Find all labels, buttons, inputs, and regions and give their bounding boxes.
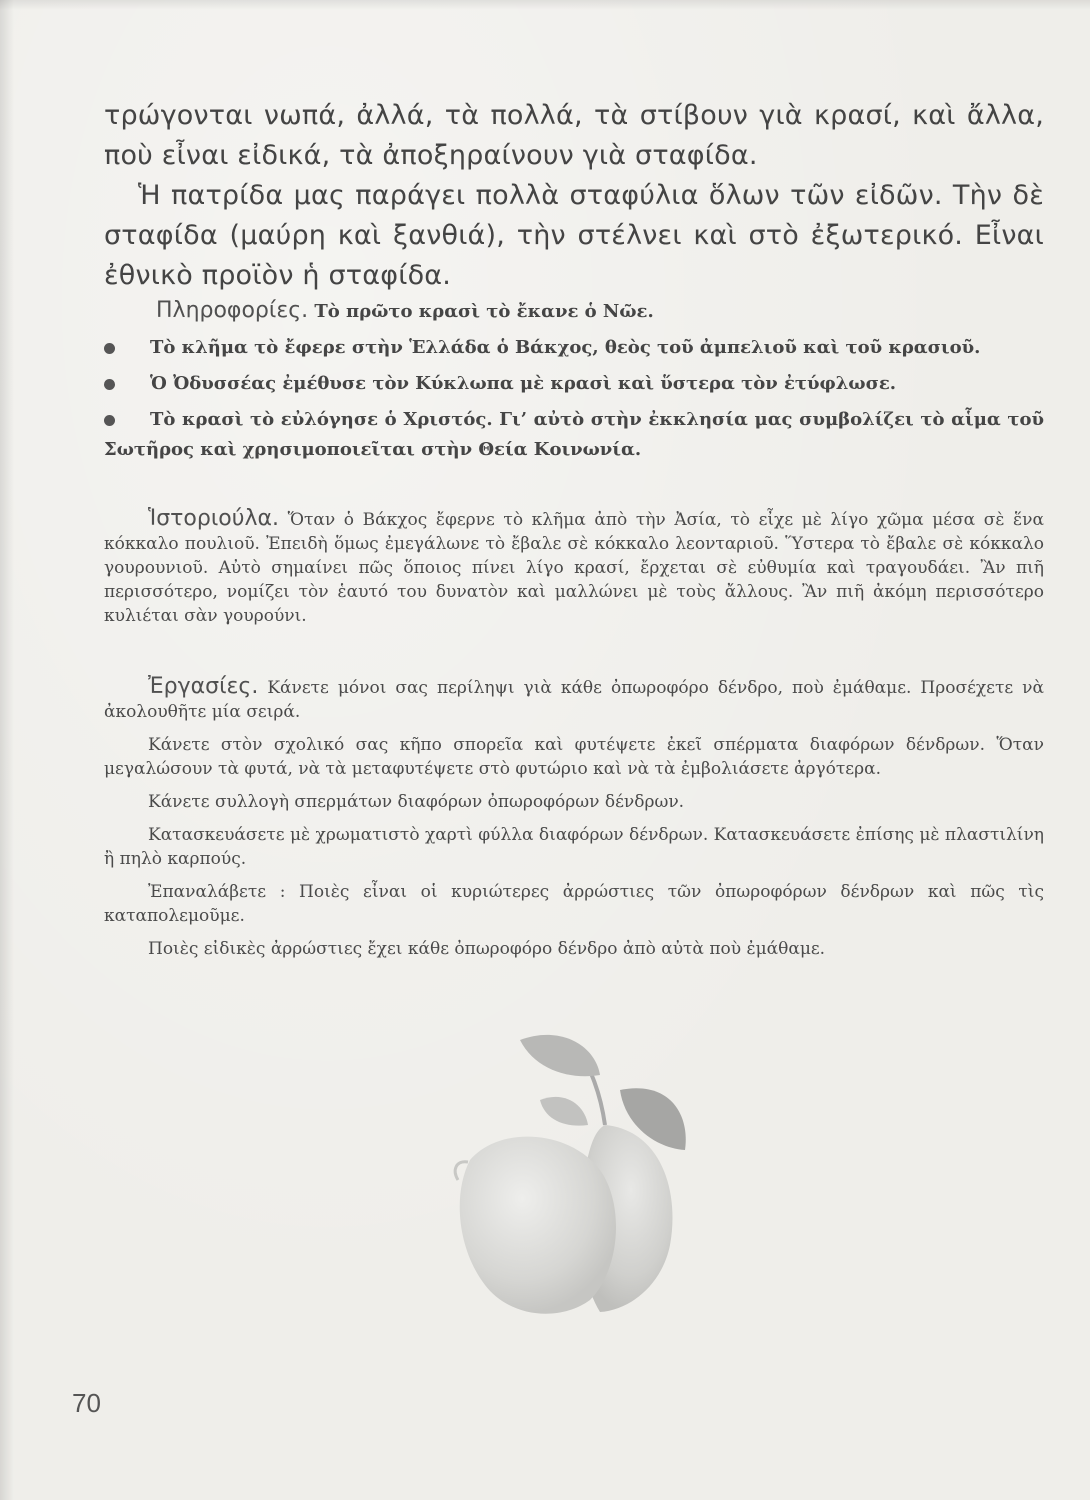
bullet-icon [104, 379, 115, 390]
tasks-first-text: Κάνετε μόνοι σας περίληψι γιὰ κάθε ὀπωροφόρο δένδρο, ποὺ ἐμάθαμε. Προσέχετε νὰ ἀκολουθῆτε μία σειρά. [104, 678, 1044, 722]
tasks-heading: Ἐργασίες. [148, 674, 259, 699]
info-bullet-text: Τὸ κλῆμα τὸ ἔφερε στὴν Ἑλλάδα ὁ Βάκχος, θεὸς τοῦ ἀμπελιοῦ καὶ τοῦ κρασιοῦ. [150, 337, 981, 358]
task-item: Ἐπαναλάβετε : Ποιὲς εἶναι οἱ κυριώτερες ἀρρώστιες τῶν ὀπωροφόρων δένδρων καὶ πῶς τὶς καταπολεμοῦμε. [104, 882, 1044, 926]
info-bullet-item [104, 405, 1044, 465]
info-first-fact: Τὸ πρῶτο κρασὶ τὸ ἔκανε ὁ Νῶε. [314, 301, 654, 322]
lemon-front-icon [460, 1137, 616, 1314]
info-bullet-text: Τὸ κρασὶ τὸ εὐλόγησε ὁ Χριστός. Γι’ αὐτὸ στὴν ἐκκλησία μας συμβολίζει τὸ αἷμα τοῦ Σωτῆρος καὶ χρησιμοποιεῖται στὴν Θεία Κοινωνία. [104, 409, 1044, 460]
bullet-icon [104, 415, 115, 426]
tasks-section [104, 675, 1044, 970]
page-edge-shadow-top [0, 0, 1090, 10]
info-heading: Πληροφορίες. [156, 298, 309, 323]
bullet-icon [104, 343, 115, 354]
intro-paragraph-2: Ἡ πατρίδα μας παράγει πολλὰ σταφύλια ὅλων τῶν εἰδῶν. Τὴν δὲ σταφίδα (μαύρη καὶ ξανθιά), τὴν στέλνει καὶ στὸ ἐξωτερικό. Εἶναι ἐθνικὸ προϊὸν ἡ σταφίδα. [104, 180, 1044, 291]
leaf-icon [540, 1097, 588, 1126]
story-paragraph [104, 507, 1044, 628]
info-bullet-item [104, 333, 1044, 363]
intro-section [104, 96, 1044, 296]
intro-paragraph-1: τρώγονται νωπά, ἀλλά, τὰ πολλά, τὰ στίβουν γιὰ κρασί, καὶ ἄλλα, ποὺ εἶναι εἰδικά, τὰ ἀποξηραίνουν γιὰ σταφίδα. [104, 100, 1044, 171]
info-bullet-text: Ὁ Ὀδυσσέας ἐμέθυσε τὸν Κύκλωπα μὲ κρασὶ καὶ ὕστερα τὸν ἐτύφλωσε. [150, 373, 897, 394]
task-item: Κατασκευάσετε μὲ χρωματιστὸ χαρτὶ φύλλα διαφόρων δένδρων. Κατασκευάσετε ἐπίσης μὲ πλαστιλίνη ἢ πηλὸ καρπούς. [104, 825, 1044, 869]
task-item: Κάνετε στὸν σχολικό σας κῆπο σπορεῖα καὶ φυτέψετε ἐκεῖ σπέρματα διαφόρων δένδρων. Ὅταν μεγαλώσουν τὰ φυτά, νὰ τὰ μεταφυτέψετε στὸ φυτώριο καὶ νὰ τὰ ἐμβολιάσετε ἀργότερα. [104, 735, 1044, 779]
info-first-line [104, 296, 1044, 327]
info-bullet-item [104, 369, 1044, 399]
tasks-first-paragraph [104, 675, 1044, 724]
story-section [104, 507, 1044, 628]
lemon-illustration [430, 1030, 730, 1320]
story-heading: Ἱστοριούλα. [148, 506, 279, 531]
page-number: 70 [72, 1388, 101, 1418]
information-section [104, 296, 1044, 465]
task-item: Κάνετε συλλογὴ σπερμάτων διαφόρων ὀπωροφόρων δένδρων. [148, 792, 685, 812]
page-edge-shadow-left [0, 0, 14, 1500]
story-text: Ὅταν ὁ Βάκχος ἔφερνε τὸ κλῆμα ἀπὸ τὴν Ἀσία, τὸ εἶχε μὲ λίγο χῶμα μέσα σὲ ἕνα κόκκαλο πουλιοῦ. Ἐπειδὴ ὅμως ἐμεγάλωνε τὸ ἔβαλε σὲ κόκκαλο λεονταριοῦ. Ὕστερα τὸ ἔβαλε σὲ κόκκαλο γουρουνιοῦ. Αὐτὸ σημαίνει πῶς ὅποιος πίνει λίγο κρασί, ἔρχεται σὲ εὐθυμία καὶ τραγουδάει. Ἂν πιῆ περισσότερο, νομίζει τὸν ἑαυτό του δυνατὸν καὶ μαλλώνει μὲ τοὺς ἄλλους. Ἂν πιῆ ἀκόμη περισσότερο κυλιέται σὰν γουρούνι. [104, 510, 1044, 626]
leaf-icon [520, 1035, 600, 1076]
task-item: Ποιὲς εἰδικὲς ἀρρώστιες ἔχει κάθε ὀπωροφόρο δένδρο ἀπὸ αὐτὰ ποὺ ἐμάθαμε. [148, 939, 826, 959]
